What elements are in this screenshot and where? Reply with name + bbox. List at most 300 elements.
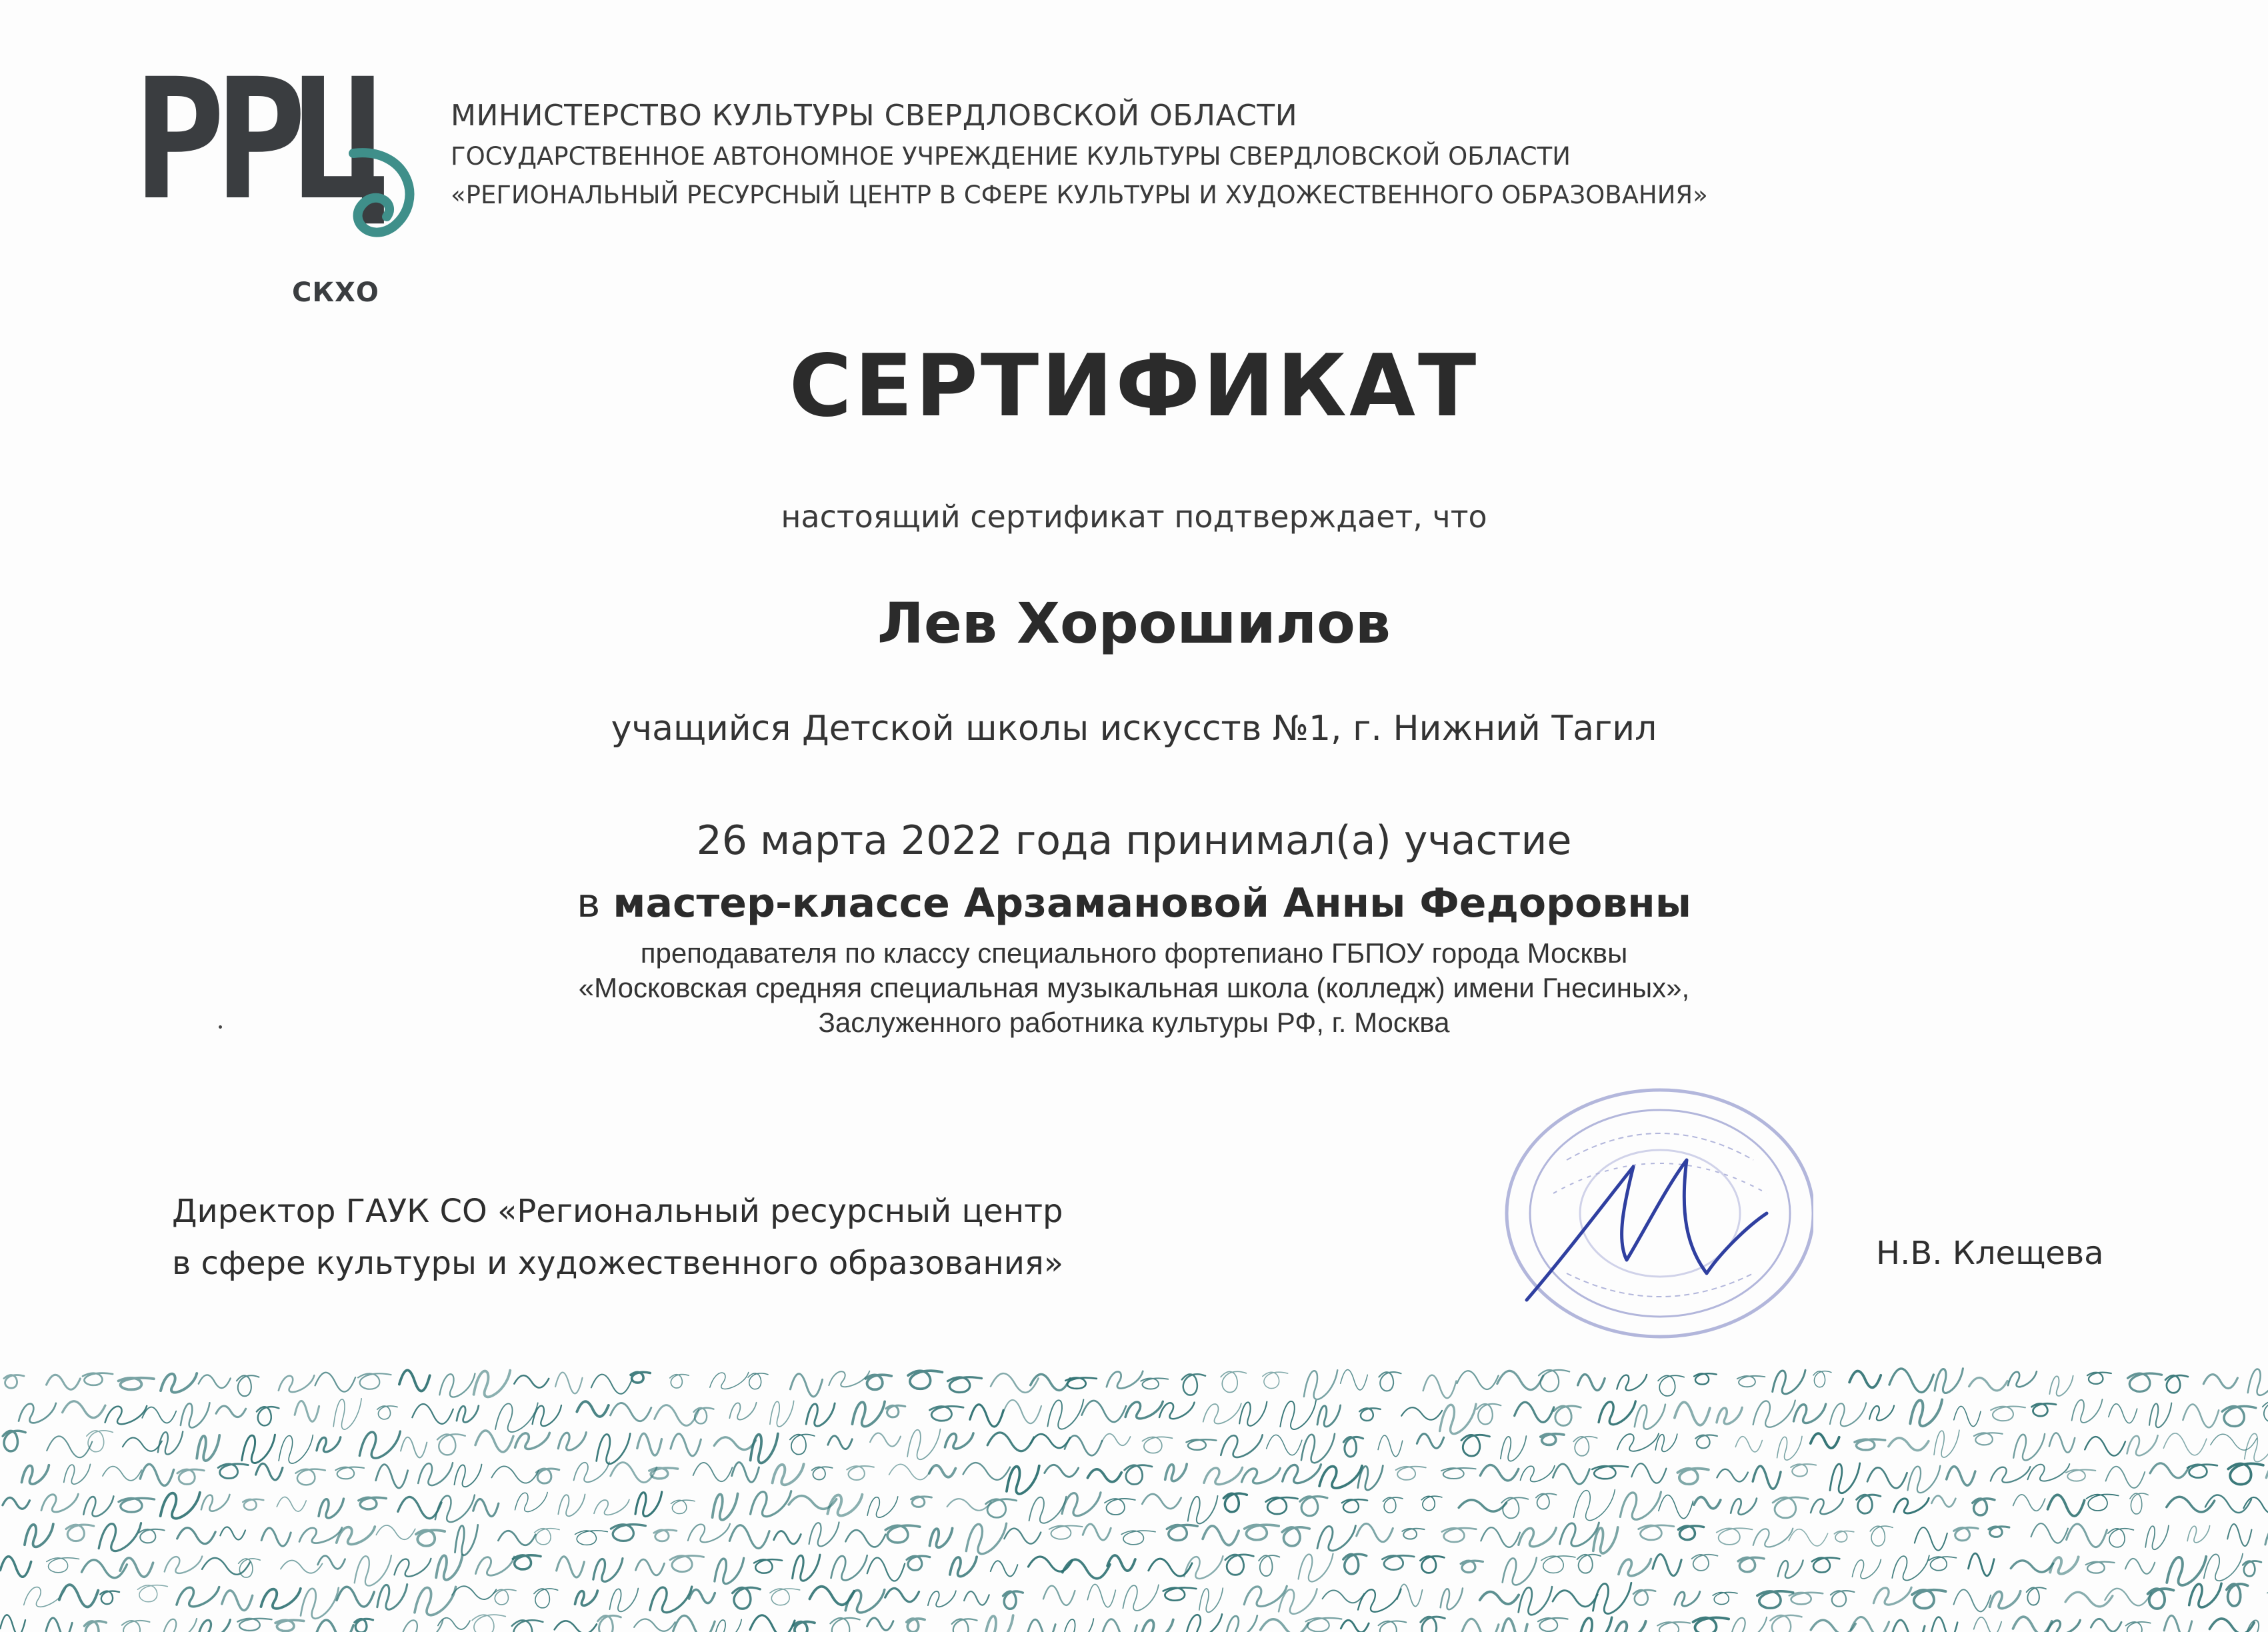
pattern-flourish	[1731, 1499, 1757, 1515]
pattern-flourish	[1773, 1497, 1808, 1518]
pattern-flourish	[1717, 1407, 1742, 1424]
pattern-flourish	[793, 1622, 815, 1632]
pattern-flourish	[491, 1466, 539, 1483]
pattern-flourish	[161, 1493, 200, 1519]
pattern-flourish	[729, 1403, 756, 1420]
pattern-flourish	[2187, 1465, 2217, 1478]
pattern-flourish	[689, 1589, 715, 1603]
pattern-flourish	[964, 1591, 989, 1605]
pattern-flourish	[1931, 1495, 1955, 1507]
pattern-flourish	[1045, 1465, 1079, 1477]
pattern-flourish	[1501, 1497, 1528, 1518]
pattern-flourish	[1793, 1404, 1825, 1423]
pattern-flourish	[1497, 1371, 1543, 1389]
master-prefix: в	[576, 880, 613, 927]
pattern-flourish	[1423, 1375, 1457, 1399]
pattern-flourish	[1457, 1371, 1499, 1389]
pattern-flourish	[100, 1591, 119, 1605]
pattern-flourish	[2108, 1529, 2134, 1547]
pattern-flourish	[1259, 1555, 1279, 1576]
recipient-info: учащийся Детской школы искусств №1, г. Нижний Тагил	[611, 709, 1657, 749]
pattern-flourish	[1167, 1525, 1197, 1540]
pattern-flourish	[2265, 1523, 2268, 1547]
pattern-flourish	[829, 1371, 869, 1387]
pattern-flourish	[103, 1467, 141, 1481]
pattern-flourish	[1675, 1591, 1700, 1606]
pattern-flourish	[1635, 1405, 1665, 1429]
pattern-flourish	[376, 1525, 415, 1539]
pattern-flourish	[1283, 1465, 1321, 1483]
pattern-flourish	[1480, 1592, 1519, 1604]
pattern-flourish	[119, 1498, 155, 1512]
pattern-flourish	[1889, 1438, 1929, 1451]
pattern-flourish	[1812, 1557, 1839, 1572]
pattern-flourish	[2011, 1561, 2053, 1572]
pattern-flourish	[928, 1591, 956, 1607]
pattern-flourish	[2049, 1433, 2075, 1452]
pattern-flourish	[177, 1528, 215, 1544]
pattern-flourish	[1323, 1590, 1365, 1603]
pattern-flourish	[809, 1522, 839, 1546]
pattern-flourish	[83, 1373, 113, 1385]
pattern-flourish	[907, 1429, 940, 1460]
pattern-flourish	[1834, 1531, 1853, 1542]
pattern-flourish	[1223, 1493, 1247, 1512]
pattern-flourish	[1989, 1527, 2009, 1537]
pattern-flourish	[242, 1435, 275, 1463]
pattern-flourish	[2087, 1495, 2119, 1511]
pattern-flourish	[1599, 1401, 1635, 1425]
pattern-flourish	[1541, 1556, 1575, 1573]
pattern-flourish	[400, 1619, 443, 1632]
pattern-flourish	[635, 1559, 664, 1575]
pattern-flourish	[438, 1618, 470, 1629]
pattern-flourish	[1717, 1469, 1747, 1482]
pattern-flourish	[1263, 1372, 1288, 1388]
pattern-flourish	[790, 1435, 815, 1455]
pattern-flourish	[454, 1465, 481, 1487]
pattern-flourish	[295, 1401, 319, 1421]
pattern-flourish	[1891, 1620, 1925, 1632]
signature-stroke	[1527, 1160, 1767, 1300]
pattern-flourish	[87, 1431, 113, 1452]
pattern-flourish	[611, 1525, 645, 1541]
pattern-flourish	[472, 1615, 505, 1632]
pattern-flourish	[2067, 1524, 2107, 1547]
pattern-flourish	[1319, 1466, 1362, 1488]
pattern-flourish	[1541, 1434, 1564, 1445]
pattern-flourish	[732, 1462, 759, 1482]
pattern-flourish	[986, 1499, 1017, 1518]
pattern-flourish	[1421, 1617, 1445, 1632]
pattern-flourish	[47, 1375, 81, 1389]
pattern-flourish	[315, 1373, 356, 1392]
pattern-flourish	[1203, 1526, 1239, 1545]
pattern-flourish	[1359, 1408, 1381, 1421]
pattern-flourish	[137, 1585, 167, 1602]
pattern-flourish	[261, 1589, 300, 1609]
pattern-flourish	[1991, 1467, 2031, 1483]
pattern-flourish	[1028, 1557, 1072, 1571]
pattern-flourish	[2167, 1557, 2206, 1585]
pattern-flourish	[536, 1469, 559, 1483]
pattern-flourish	[1973, 1499, 1995, 1515]
pattern-flourish	[377, 1584, 407, 1609]
pattern-flourish	[2222, 1406, 2256, 1426]
pattern-flourish	[1915, 1527, 1947, 1551]
pattern-flourish	[1678, 1526, 1703, 1540]
pattern-flourish	[394, 1559, 431, 1577]
pattern-flourish	[1778, 1561, 1803, 1578]
pattern-flourish	[1382, 1555, 1414, 1569]
pattern-flourish	[947, 1499, 991, 1510]
pattern-flourish	[2245, 1433, 2268, 1461]
pattern-flourish	[1317, 1405, 1341, 1427]
pattern-flourish	[611, 1463, 657, 1483]
pattern-flourish	[1773, 1370, 1805, 1394]
pattern-flourish	[2091, 1619, 2121, 1631]
pattern-flourish	[1593, 1583, 1631, 1613]
official-stamp-icon	[1467, 1080, 1813, 1360]
pattern-flourish	[948, 1377, 982, 1393]
pattern-flourish	[1849, 1371, 1881, 1388]
pattern-flourish	[1929, 1557, 1956, 1571]
pattern-flourish	[261, 1528, 291, 1546]
pattern-flourish	[1266, 1497, 1298, 1514]
pattern-flourish	[593, 1559, 623, 1582]
pattern-flourish	[1029, 1497, 1067, 1523]
pattern-flourish	[1738, 1557, 1764, 1571]
pattern-flourish	[2048, 1495, 2085, 1516]
pattern-flourish	[1735, 1437, 1762, 1452]
pattern-flourish	[1908, 1466, 1941, 1493]
pattern-flourish	[416, 1530, 445, 1546]
pattern-flourish	[1695, 1435, 1717, 1449]
pattern-flourish	[908, 1371, 942, 1389]
pattern-flourish	[475, 1557, 514, 1575]
pattern-flourish	[237, 1375, 259, 1396]
pattern-flourish	[733, 1587, 761, 1609]
pattern-flourish	[401, 1437, 427, 1458]
pattern-flourish	[754, 1559, 782, 1573]
pattern-flourish	[555, 1621, 597, 1632]
pattern-flourish	[1578, 1375, 1605, 1391]
pattern-flourish	[991, 1561, 1018, 1576]
pattern-flourish	[2027, 1587, 2046, 1605]
pattern-flourish	[845, 1590, 885, 1613]
pattern-flourish	[2106, 1467, 2145, 1488]
pattern-flourish	[84, 1621, 106, 1632]
pattern-flourish	[1401, 1407, 1442, 1419]
pattern-flourish	[2163, 1433, 2206, 1455]
pattern-flourish	[1421, 1496, 1442, 1510]
pattern-flourish	[1934, 1430, 1959, 1457]
pattern-flourish	[1658, 1375, 1684, 1396]
pattern-flourish	[2165, 1375, 2188, 1393]
pattern-flourish	[1087, 1469, 1121, 1482]
pattern-flourish	[398, 1497, 441, 1518]
pattern-flourish	[2013, 1617, 2051, 1632]
pattern-flourish	[123, 1438, 162, 1451]
decorative-pattern	[0, 1360, 2268, 1632]
pattern-flourish	[1503, 1557, 1537, 1585]
pattern-flourish	[1789, 1593, 1823, 1605]
pattern-flourish	[1538, 1618, 1568, 1631]
pattern-flourish	[495, 1403, 538, 1432]
pattern-flourish	[1694, 1497, 1721, 1509]
pattern-flourish	[1378, 1435, 1403, 1457]
pattern-flourish	[1969, 1553, 1995, 1576]
pattern-flourish	[25, 1524, 53, 1547]
pattern-flourish	[1867, 1467, 1907, 1488]
pattern-flourish	[770, 1401, 794, 1427]
pattern-flourish	[1383, 1497, 1403, 1513]
pattern-flourish	[1379, 1621, 1407, 1632]
pattern-flourish	[279, 1375, 315, 1392]
pattern-flourish	[555, 1373, 583, 1394]
pattern-flourish	[597, 1433, 631, 1463]
pattern-flourish	[2243, 1561, 2261, 1577]
pattern-flourish	[1501, 1436, 1527, 1461]
pattern-flourish	[19, 1403, 56, 1423]
pattern-flourish	[1753, 1529, 1793, 1547]
org-header	[451, 95, 1708, 215]
pattern-flourish	[376, 1465, 408, 1488]
pattern-flourish	[2189, 1583, 2221, 1607]
pattern-flourish	[1047, 1399, 1083, 1429]
pattern-flourish	[1912, 1590, 1945, 1609]
pattern-flourish	[0, 1615, 25, 1632]
pattern-flourish	[1182, 1374, 1205, 1395]
pattern-flourish	[333, 1399, 361, 1429]
pattern-flourish	[359, 1497, 386, 1509]
pattern-flourish	[534, 1589, 558, 1608]
pattern-flourish	[198, 1620, 230, 1632]
pattern-flourish	[670, 1556, 703, 1572]
pattern-flourish	[1440, 1404, 1476, 1433]
pattern-flourish	[1186, 1614, 1222, 1632]
pattern-flourish	[256, 1463, 283, 1480]
pattern-flourish	[83, 1496, 113, 1516]
pattern-flourish	[1317, 1526, 1355, 1551]
pattern-flourish	[2204, 1553, 2243, 1581]
pattern-flourish	[654, 1530, 677, 1541]
pattern-flourish	[1280, 1401, 1316, 1429]
pattern-flourish	[337, 1527, 375, 1544]
pattern-flourish	[1049, 1526, 1083, 1539]
pattern-flourish	[963, 1463, 1010, 1480]
pattern-flourish	[1204, 1467, 1243, 1484]
pattern-flourish	[867, 1618, 893, 1630]
pattern-flourish	[2130, 1493, 2148, 1514]
pattern-flourish	[1397, 1584, 1422, 1606]
pattern-flourish	[773, 1464, 804, 1485]
pattern-flourish	[337, 1587, 374, 1607]
pattern-flourish	[2072, 1399, 2103, 1423]
pattern-flourish	[218, 1464, 248, 1479]
participation-date: 26 марта 2022 года принимал(а) участие	[696, 817, 1572, 864]
pattern-flourish	[2085, 1437, 2125, 1456]
pattern-flourish	[1579, 1617, 1611, 1632]
pattern-flourish	[1062, 1493, 1101, 1516]
pattern-flourish	[2248, 1369, 2268, 1395]
pattern-flourish	[1417, 1434, 1443, 1449]
pattern-flourish	[966, 1523, 1006, 1554]
pattern-flourish	[793, 1555, 820, 1581]
pattern-flourish	[1221, 1435, 1262, 1457]
pattern-flourish	[301, 1588, 339, 1619]
pattern-flourish	[412, 1404, 453, 1424]
pattern-flourish	[1753, 1400, 1795, 1427]
pattern-flourish	[635, 1492, 662, 1517]
pattern-flourish	[2031, 1523, 2068, 1543]
pattern-flourish	[911, 1497, 932, 1507]
pattern-flourish	[886, 1405, 905, 1417]
pattern-flourish	[1159, 1403, 1194, 1419]
confirm-text: настоящий сертификат подтверждает, что	[781, 499, 1487, 535]
pattern-flourish	[2109, 1404, 2137, 1423]
pattern-flourish	[1304, 1370, 1337, 1399]
pattern-flourish	[671, 1500, 695, 1513]
scan-speck	[219, 1025, 222, 1029]
pattern-flourish	[575, 1531, 608, 1545]
pattern-flourish	[1242, 1468, 1281, 1483]
pattern-flourish	[437, 1434, 465, 1455]
pattern-flourish	[277, 1497, 306, 1511]
pattern-flourish	[1267, 1435, 1302, 1455]
pattern-flourish	[1889, 1369, 1933, 1392]
pattern-flourish	[1003, 1591, 1023, 1609]
pattern-flourish	[535, 1529, 559, 1545]
pattern-flourish	[2125, 1559, 2155, 1574]
pattern-flourish	[295, 1469, 325, 1485]
pattern-flourish	[1873, 1587, 1911, 1605]
pattern-flourish	[335, 1467, 364, 1479]
pattern-flourish	[0, 1557, 31, 1577]
pattern-flourish	[670, 1375, 689, 1388]
pattern-flourish	[2183, 1404, 2219, 1427]
pattern-flourish	[275, 1620, 304, 1631]
pattern-flourish	[1954, 1406, 1981, 1426]
pattern-flourish	[1515, 1402, 1554, 1422]
pattern-flourish	[557, 1557, 585, 1577]
pattern-flourish	[1007, 1466, 1039, 1494]
pattern-flourish	[99, 1523, 141, 1551]
pattern-flourish	[177, 1469, 204, 1484]
pattern-flourish	[1593, 1527, 1618, 1553]
pattern-flourish	[257, 1407, 279, 1425]
pattern-flourish	[1811, 1499, 1843, 1514]
pattern-flourish	[1677, 1469, 1708, 1484]
pattern-flourish	[2148, 1589, 2174, 1609]
pattern-flourish	[1282, 1527, 1309, 1546]
pattern-flourish	[1379, 1372, 1401, 1391]
pattern-flourish	[1341, 1370, 1368, 1390]
pattern-flourish	[1655, 1434, 1677, 1451]
pattern-flourish	[1087, 1584, 1115, 1607]
pattern-flourish	[1675, 1402, 1710, 1425]
pattern-flourish	[952, 1619, 977, 1632]
pattern-flourish	[316, 1620, 353, 1632]
pattern-flourish	[1855, 1439, 1885, 1450]
pattern-flourish	[415, 1587, 456, 1615]
pattern-flourish	[1954, 1527, 1978, 1540]
pattern-flourish	[907, 1619, 925, 1632]
pattern-flourish	[1894, 1498, 1929, 1513]
pattern-flourish	[591, 1375, 632, 1394]
pattern-flourish	[1357, 1523, 1393, 1541]
pattern-flourish	[177, 1587, 219, 1607]
pattern-flourish	[1142, 1437, 1172, 1453]
pattern-flourish	[1539, 1370, 1569, 1391]
pattern-flourish	[119, 1378, 154, 1390]
pattern-flourish	[889, 1464, 932, 1479]
pattern-flourish	[197, 1435, 219, 1461]
pattern-flourish	[1777, 1436, 1802, 1460]
pattern-flourish	[1199, 1588, 1223, 1612]
pattern-flourish	[828, 1436, 852, 1449]
pattern-flourish	[514, 1375, 549, 1387]
pattern-flourish	[220, 1527, 245, 1540]
pattern-flourish	[770, 1589, 800, 1605]
pattern-flourish	[355, 1555, 391, 1585]
pattern-flourish	[1299, 1553, 1333, 1581]
pattern-flourish	[2211, 1434, 2257, 1450]
pattern-flourish	[66, 1525, 94, 1541]
pattern-flourish	[1694, 1373, 1717, 1384]
pattern-flourish	[2127, 1435, 2157, 1455]
director-line-2: в сфере культуры и художественного образования»	[172, 1245, 1064, 1282]
pattern-flourish	[655, 1405, 699, 1426]
pattern-flourish	[929, 1465, 956, 1477]
pattern-flourish	[1082, 1401, 1126, 1422]
pattern-flourish	[1102, 1434, 1131, 1446]
pattern-flourish	[1441, 1588, 1463, 1609]
pattern-flourish	[631, 1372, 650, 1383]
pattern-flourish	[1614, 1621, 1645, 1632]
pattern-flourish	[650, 1587, 692, 1613]
pattern-flourish	[634, 1619, 675, 1631]
pattern-flourish	[987, 1433, 1034, 1451]
pattern-flourish	[1617, 1433, 1659, 1451]
pattern-flourish	[1974, 1617, 2002, 1632]
pattern-flourish	[1343, 1554, 1367, 1574]
pattern-flourish	[122, 1621, 150, 1632]
pattern-flourish	[281, 1561, 322, 1573]
pattern-flourish	[47, 1436, 92, 1457]
pattern-flourish	[1737, 1376, 1765, 1387]
pattern-flourish	[1442, 1528, 1476, 1542]
pattern-flourish	[2031, 1403, 2055, 1416]
pattern-flourish	[1188, 1496, 1218, 1524]
pattern-flourish	[1502, 1619, 1527, 1632]
pattern-flourish	[2145, 1525, 2169, 1549]
pattern-flourish	[1142, 1494, 1181, 1509]
pattern-flourish	[1125, 1401, 1163, 1419]
pattern-flourish	[929, 1406, 963, 1421]
pattern-flourish	[673, 1615, 715, 1632]
pattern-flourish	[2164, 1615, 2192, 1632]
pattern-flourish	[790, 1374, 822, 1397]
pattern-flourish	[1830, 1403, 1866, 1426]
pattern-flourish	[163, 1619, 197, 1632]
pattern-flourish	[1343, 1437, 1363, 1457]
pattern-flourish	[729, 1525, 769, 1549]
pattern-flourish	[399, 1370, 430, 1391]
pattern-flourish	[1553, 1591, 1597, 1607]
pattern-flourish	[1402, 1529, 1424, 1539]
pattern-flourish	[1107, 1371, 1143, 1389]
